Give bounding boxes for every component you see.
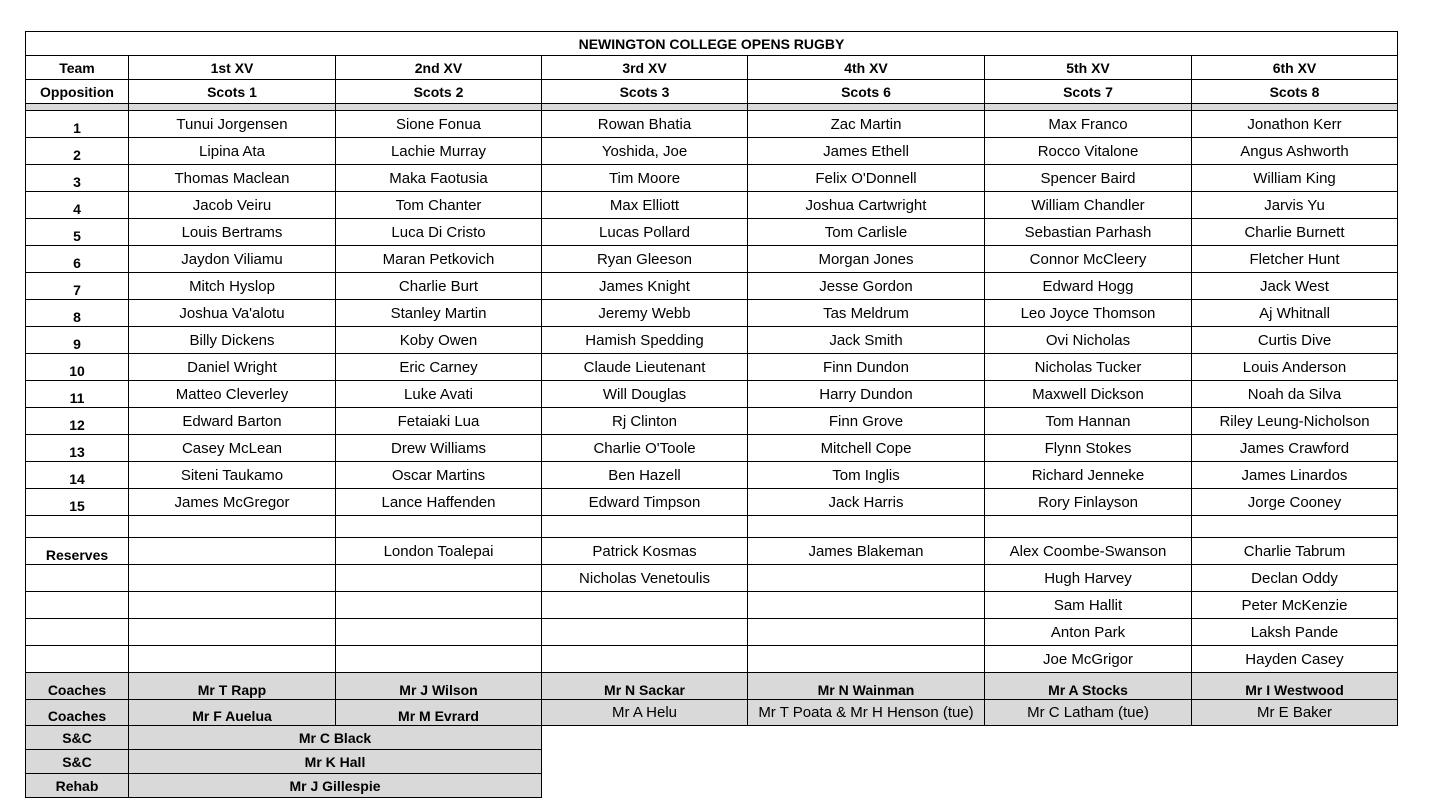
player-name: Spencer Baird xyxy=(985,165,1192,192)
sheet-title: NEWINGTON COLLEGE OPENS RUGBY xyxy=(26,32,1398,56)
reserve-name: Alex Coombe-Swanson xyxy=(985,538,1192,565)
player-name: Noah da Silva xyxy=(1192,381,1398,408)
player-name: Max Franco xyxy=(985,111,1192,138)
player-name: Edward Barton xyxy=(129,408,336,435)
player-name: Siteni Taukamo xyxy=(129,462,336,489)
player-name: Zac Martin xyxy=(748,111,985,138)
separator-cell xyxy=(1192,104,1398,111)
opposition-label: Opposition xyxy=(26,80,129,104)
reserve-row xyxy=(26,565,1398,592)
team-label: Team xyxy=(26,56,129,80)
reserve-name: James Blakeman xyxy=(748,538,985,565)
position-number: 11 xyxy=(26,381,129,408)
reserve-name: Charlie Tabrum xyxy=(1192,538,1398,565)
player-name: Ben Hazell xyxy=(542,462,748,489)
reserve-name: Hugh Harvey xyxy=(985,565,1192,592)
player-row xyxy=(26,354,1398,381)
reserves-label: Reserves xyxy=(26,538,129,565)
player-name: Morgan Jones xyxy=(748,246,985,273)
reserve-name: Sam Hallit xyxy=(985,592,1192,619)
reserves-label-blank xyxy=(26,565,129,592)
player-row xyxy=(26,327,1398,354)
player-name: Sebastian Parhash xyxy=(985,219,1192,246)
reserve-name: Hayden Casey xyxy=(1192,646,1398,673)
player-name: Charlie Burt xyxy=(336,273,542,300)
player-name: Max Elliott xyxy=(542,192,748,219)
blank-row xyxy=(26,516,1398,538)
reserve-name xyxy=(336,646,542,673)
player-name: Daniel Wright xyxy=(129,354,336,381)
player-name: Maka Faotusia xyxy=(336,165,542,192)
separator-cell xyxy=(542,104,748,111)
reserves-label-blank xyxy=(26,619,129,646)
staff-role: S&C xyxy=(26,726,129,750)
player-name: Eric Carney xyxy=(336,354,542,381)
player-name: Harry Dundon xyxy=(748,381,985,408)
coaches-label: Coaches xyxy=(26,700,129,726)
opposition-cell: Scots 1 xyxy=(129,80,336,104)
reserve-name: Patrick Kosmas xyxy=(542,538,748,565)
reserve-row xyxy=(26,538,1398,565)
player-name: Finn Grove xyxy=(748,408,985,435)
player-name: Will Douglas xyxy=(542,381,748,408)
player-name: Maxwell Dickson xyxy=(985,381,1192,408)
player-row xyxy=(26,219,1398,246)
position-number: 15 xyxy=(26,489,129,516)
position-number: 1 xyxy=(26,111,129,138)
coach-cell: Mr N Wainman xyxy=(748,673,985,700)
player-name: Tom Chanter xyxy=(336,192,542,219)
player-name: James Knight xyxy=(542,273,748,300)
player-row xyxy=(26,462,1398,489)
player-name: Mitch Hyslop xyxy=(129,273,336,300)
player-row xyxy=(26,111,1398,138)
player-name: Charlie O'Toole xyxy=(542,435,748,462)
player-name: Rowan Bhatia xyxy=(542,111,748,138)
player-name: Rj Clinton xyxy=(542,408,748,435)
player-name: Hamish Spedding xyxy=(542,327,748,354)
blank-cell xyxy=(985,516,1192,538)
coach-cell: Mr C Latham (tue) xyxy=(985,700,1192,726)
player-name: Edward Timpson xyxy=(542,489,748,516)
blank-cell xyxy=(542,516,748,538)
player-name: Jesse Gordon xyxy=(748,273,985,300)
staff-row xyxy=(26,726,1398,750)
player-name: Mitchell Cope xyxy=(748,435,985,462)
team-header: 4th XV xyxy=(748,56,985,80)
player-row xyxy=(26,165,1398,192)
team-sheet-table xyxy=(25,31,1398,798)
player-name: Jeremy Webb xyxy=(542,300,748,327)
player-name: Richard Jenneke xyxy=(985,462,1192,489)
player-name: Louis Bertrams xyxy=(129,219,336,246)
position-number: 7 xyxy=(26,273,129,300)
player-name: Curtis Dive xyxy=(1192,327,1398,354)
separator-cell xyxy=(336,104,542,111)
staff-name: Mr J Gillespie xyxy=(129,774,542,798)
player-name: Yoshida, Joe xyxy=(542,138,748,165)
position-number: 3 xyxy=(26,165,129,192)
position-number: 13 xyxy=(26,435,129,462)
blank-cell xyxy=(26,516,129,538)
player-name: James McGregor xyxy=(129,489,336,516)
team-header: 5th XV xyxy=(985,56,1192,80)
player-name: James Linardos xyxy=(1192,462,1398,489)
title-row xyxy=(26,32,1398,56)
player-row xyxy=(26,192,1398,219)
player-name: Jorge Cooney xyxy=(1192,489,1398,516)
player-name: Riley Leung-Nicholson xyxy=(1192,408,1398,435)
coaches-row-2 xyxy=(26,700,1398,726)
opposition-row xyxy=(26,80,1398,104)
reserve-row xyxy=(26,619,1398,646)
player-name: Ryan Gleeson xyxy=(542,246,748,273)
player-name: Lucas Pollard xyxy=(542,219,748,246)
player-name: Luca Di Cristo xyxy=(336,219,542,246)
separator-cell xyxy=(26,104,129,111)
reserve-name: Peter McKenzie xyxy=(1192,592,1398,619)
player-name: Drew Williams xyxy=(336,435,542,462)
reserve-name xyxy=(542,646,748,673)
player-name: James Crawford xyxy=(1192,435,1398,462)
player-name: Flynn Stokes xyxy=(985,435,1192,462)
staff-role: Rehab xyxy=(26,774,129,798)
player-row xyxy=(26,300,1398,327)
coach-cell: Mr M Evrard xyxy=(336,700,542,726)
opposition-cell: Scots 2 xyxy=(336,80,542,104)
player-name: Oscar Martins xyxy=(336,462,542,489)
reserve-name: London Toalepai xyxy=(336,538,542,565)
blank-cell xyxy=(748,516,985,538)
player-name: William Chandler xyxy=(985,192,1192,219)
coaches-row-1 xyxy=(26,673,1398,700)
position-number: 9 xyxy=(26,327,129,354)
reserve-rows xyxy=(26,538,1398,673)
player-name: Joshua Va'alotu xyxy=(129,300,336,327)
reserve-name: Joe McGrigor xyxy=(985,646,1192,673)
opposition-cell: Scots 7 xyxy=(985,80,1192,104)
player-name: Fetaiaki Lua xyxy=(336,408,542,435)
player-name: Koby Owen xyxy=(336,327,542,354)
player-row xyxy=(26,408,1398,435)
player-name: Maran Petkovich xyxy=(336,246,542,273)
player-name: Aj Whitnall xyxy=(1192,300,1398,327)
player-name: Felix O'Donnell xyxy=(748,165,985,192)
reserve-name xyxy=(542,619,748,646)
position-number: 14 xyxy=(26,462,129,489)
opposition-cell: Scots 3 xyxy=(542,80,748,104)
player-name: Matteo Cleverley xyxy=(129,381,336,408)
player-name: Lachie Murray xyxy=(336,138,542,165)
player-row xyxy=(26,489,1398,516)
reserve-name xyxy=(129,538,336,565)
coach-cell: Mr I Westwood xyxy=(1192,673,1398,700)
reserve-name xyxy=(336,619,542,646)
reserve-row xyxy=(26,592,1398,619)
player-row xyxy=(26,273,1398,300)
team-header: 6th XV xyxy=(1192,56,1398,80)
coach-cell: Mr A Stocks xyxy=(985,673,1192,700)
separator-row xyxy=(26,104,1398,111)
position-number: 6 xyxy=(26,246,129,273)
opposition-cell: Scots 6 xyxy=(748,80,985,104)
coach-cell: Mr A Helu xyxy=(542,700,748,726)
player-row xyxy=(26,435,1398,462)
player-row xyxy=(26,246,1398,273)
coach-cell: Mr E Baker xyxy=(1192,700,1398,726)
reserve-row xyxy=(26,646,1398,673)
team-header: 2nd XV xyxy=(336,56,542,80)
reserve-name xyxy=(748,592,985,619)
reserve-name xyxy=(748,646,985,673)
reserve-name xyxy=(748,619,985,646)
reserve-name xyxy=(129,592,336,619)
player-name: Lance Haffenden xyxy=(336,489,542,516)
position-number: 10 xyxy=(26,354,129,381)
team-header: 1st XV xyxy=(129,56,336,80)
player-name: Tim Moore xyxy=(542,165,748,192)
reserve-name xyxy=(748,565,985,592)
player-name: Lipina Ata xyxy=(129,138,336,165)
reserve-name xyxy=(336,592,542,619)
player-name: Charlie Burnett xyxy=(1192,219,1398,246)
position-number: 12 xyxy=(26,408,129,435)
player-name: Jarvis Yu xyxy=(1192,192,1398,219)
team-header: 3rd XV xyxy=(542,56,748,80)
player-name: Jonathon Kerr xyxy=(1192,111,1398,138)
player-name: Joshua Cartwright xyxy=(748,192,985,219)
player-name: Tas Meldrum xyxy=(748,300,985,327)
staff-name: Mr K Hall xyxy=(129,750,542,774)
position-number: 8 xyxy=(26,300,129,327)
player-name: Stanley Martin xyxy=(336,300,542,327)
reserves-label-blank xyxy=(26,592,129,619)
player-name: Finn Dundon xyxy=(748,354,985,381)
player-name: Connor McCleery xyxy=(985,246,1192,273)
staff-row xyxy=(26,750,1398,774)
position-number: 4 xyxy=(26,192,129,219)
player-name: James Ethell xyxy=(748,138,985,165)
coach-cell: Mr N Sackar xyxy=(542,673,748,700)
opposition-cell: Scots 8 xyxy=(1192,80,1398,104)
player-name: Tom Carlisle xyxy=(748,219,985,246)
coach-cell: Mr T Rapp xyxy=(129,673,336,700)
player-name: Jack Harris xyxy=(748,489,985,516)
player-name: Billy Dickens xyxy=(129,327,336,354)
player-name: Thomas Maclean xyxy=(129,165,336,192)
player-name: Jacob Veiru xyxy=(129,192,336,219)
reserve-name: Laksh Pande xyxy=(1192,619,1398,646)
staff-name: Mr C Black xyxy=(129,726,542,750)
staff-role: S&C xyxy=(26,750,129,774)
player-name: Angus Ashworth xyxy=(1192,138,1398,165)
player-name: Rocco Vitalone xyxy=(985,138,1192,165)
staff-row xyxy=(26,774,1398,798)
player-name: Fletcher Hunt xyxy=(1192,246,1398,273)
coach-cell: Mr J Wilson xyxy=(336,673,542,700)
player-name: Nicholas Tucker xyxy=(985,354,1192,381)
player-name: Jack West xyxy=(1192,273,1398,300)
coach-cell: Mr T Poata & Mr H Henson (tue) xyxy=(748,700,985,726)
player-name: Edward Hogg xyxy=(985,273,1192,300)
player-name: Jack Smith xyxy=(748,327,985,354)
reserve-name: Anton Park xyxy=(985,619,1192,646)
player-rows xyxy=(26,111,1398,516)
player-row xyxy=(26,381,1398,408)
blank-cell xyxy=(129,516,336,538)
reserves-label-blank xyxy=(26,646,129,673)
reserve-name xyxy=(129,619,336,646)
reserve-name xyxy=(129,565,336,592)
player-name: Sione Fonua xyxy=(336,111,542,138)
player-name: William King xyxy=(1192,165,1398,192)
reserve-name xyxy=(542,592,748,619)
separator-cell xyxy=(985,104,1192,111)
player-name: Louis Anderson xyxy=(1192,354,1398,381)
player-name: Rory Finlayson xyxy=(985,489,1192,516)
reserve-name xyxy=(336,565,542,592)
player-name: Leo Joyce Thomson xyxy=(985,300,1192,327)
player-name: Tom Inglis xyxy=(748,462,985,489)
reserve-name: Declan Oddy xyxy=(1192,565,1398,592)
blank-cell xyxy=(336,516,542,538)
player-name: Jaydon Viliamu xyxy=(129,246,336,273)
player-name: Tunui Jorgensen xyxy=(129,111,336,138)
coach-cell: Mr F Auelua xyxy=(129,700,336,726)
player-row xyxy=(26,138,1398,165)
player-name: Casey McLean xyxy=(129,435,336,462)
reserve-name xyxy=(129,646,336,673)
blank-cell xyxy=(1192,516,1398,538)
position-number: 2 xyxy=(26,138,129,165)
coaches-label: Coaches xyxy=(26,673,129,700)
player-name: Ovi Nicholas xyxy=(985,327,1192,354)
player-name: Tom Hannan xyxy=(985,408,1192,435)
separator-cell xyxy=(748,104,985,111)
reserve-name: Nicholas Venetoulis xyxy=(542,565,748,592)
position-number: 5 xyxy=(26,219,129,246)
separator-cell xyxy=(129,104,336,111)
player-name: Claude Lieutenant xyxy=(542,354,748,381)
team-header-row xyxy=(26,56,1398,80)
player-name: Luke Avati xyxy=(336,381,542,408)
